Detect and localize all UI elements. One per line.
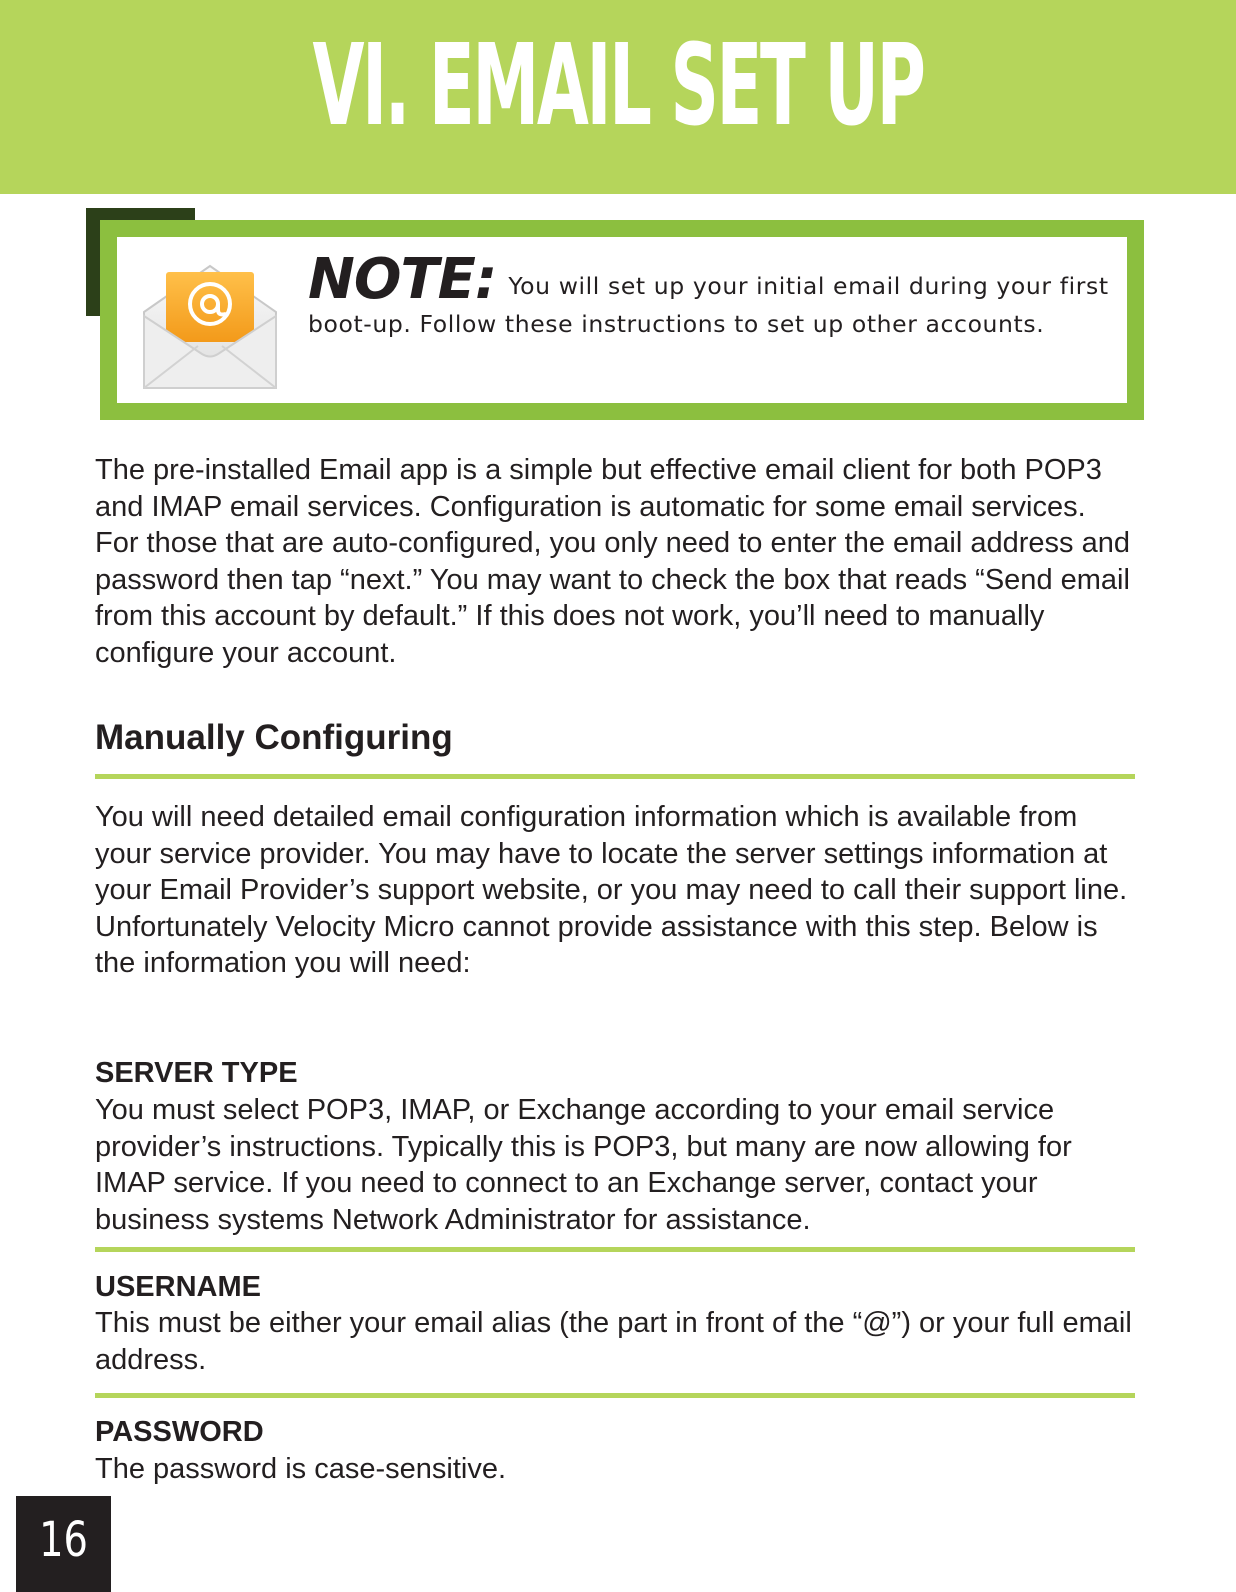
field-divider — [95, 1393, 1135, 1398]
section-heading-manually-configuring: Manually Configuring — [95, 718, 453, 757]
page-number: 16 — [39, 1512, 88, 1568]
field-label-username: USERNAME — [95, 1271, 261, 1303]
note-message: You will set up your initial email during your first boot-up. Follow these instructions to set up other accounts. — [308, 272, 1109, 338]
intro-paragraph: The pre-installed Email app is a simple but effective email client for both POP3 and IMAP email services. Configuration is automatic for some email services. For those that are auto-configured, you only need to enter the email address and password then tap “next.” You may want to check the box that reads “Send email from this account by default.” If this does not work, you’ll need to manually configure your account. — [95, 454, 1130, 669]
section-divider — [95, 774, 1135, 779]
field-text-username: This must be either your email alias (the part in front of the “@”) or your full email address. — [95, 1307, 1132, 1376]
field-divider — [95, 1247, 1135, 1252]
note-text-block — [308, 247, 1118, 341]
page-title: VI. EMAIL SET UP — [312, 21, 924, 151]
page-number-box — [16, 1496, 111, 1592]
header-band — [0, 0, 1236, 194]
field-label-password: PASSWORD — [95, 1416, 264, 1448]
manual-paragraph: You will need detailed email configuration information which is available from your service provider. You may have to locate the server settings information at your Email Provider’s support website, or you may need to call their support line. Unfortunately Velocity Micro cannot provide assistance with this step. Below is the information you will need: — [95, 801, 1128, 979]
email-envelope-icon — [142, 258, 278, 394]
field-text-server-type: You must select POP3, IMAP, or Exchange according to your email service provider’s instructions. Typically this is POP3, but many are now allowing for IMAP service. If you need to connect to an Exchange server, contact your business systems Network Administrator for assistance. — [95, 1094, 1072, 1236]
field-label-server-type: SERVER TYPE — [95, 1057, 298, 1089]
field-text-password: The password is case-sensitive. — [95, 1453, 506, 1485]
note-label: NOTE: — [308, 247, 497, 312]
